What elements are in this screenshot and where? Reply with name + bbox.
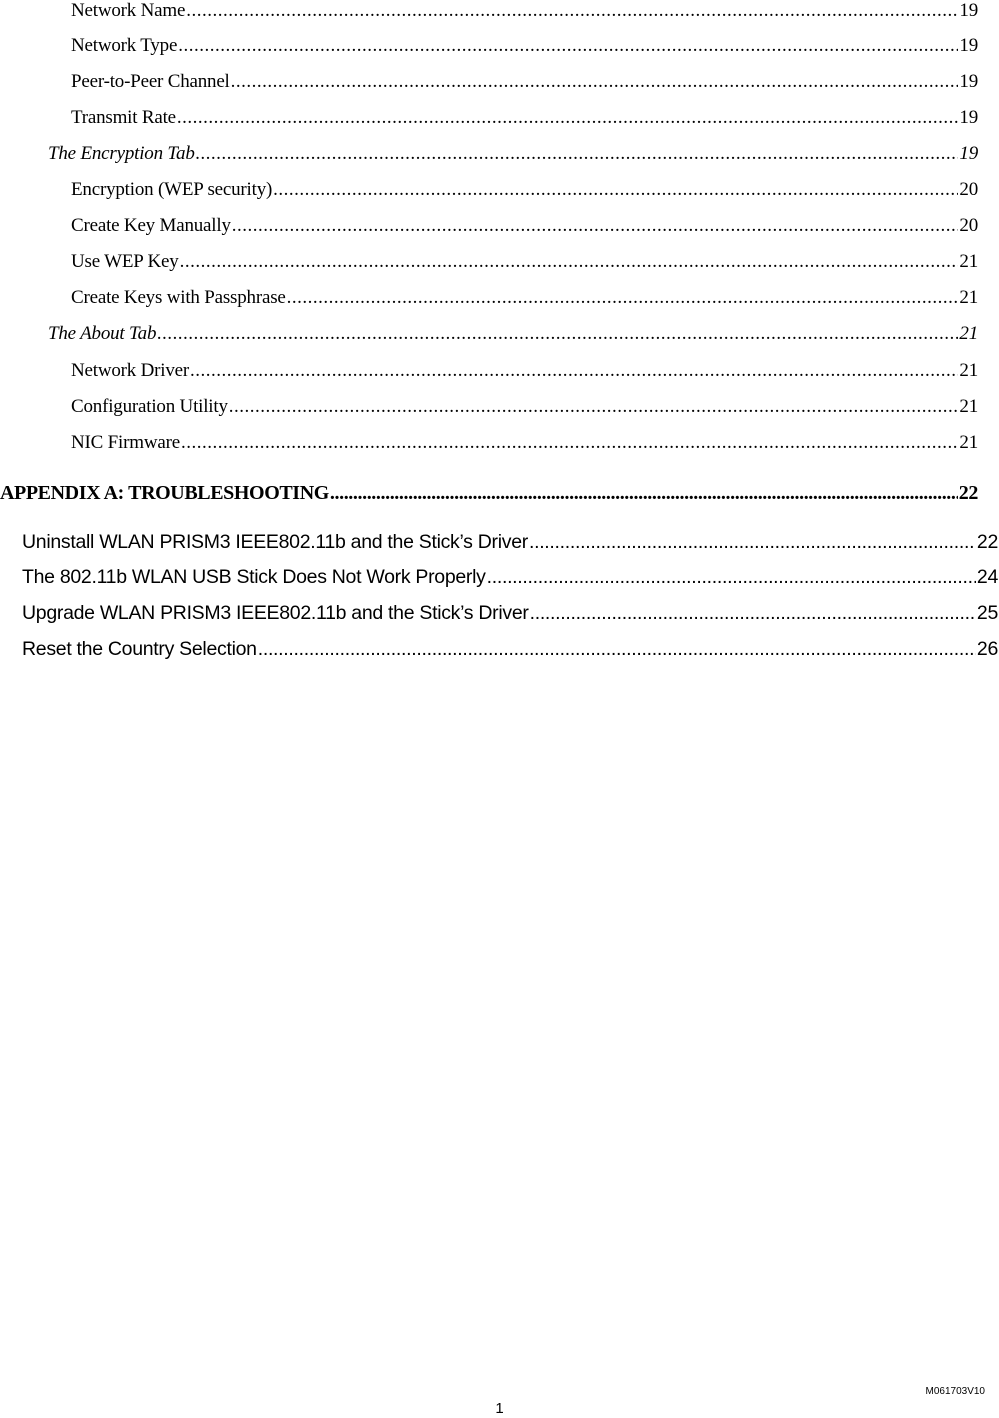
toc-entry-page: 19 — [959, 71, 978, 92]
toc-entry-label: Network Type — [71, 35, 178, 56]
dot-leader — [530, 602, 976, 625]
toc-entry-page: 21 — [959, 360, 978, 381]
dot-leader — [229, 396, 959, 418]
dot-leader — [186, 0, 958, 22]
document-code: M061703V10 — [925, 1386, 985, 1397]
toc-entry-about-tab[interactable] — [48, 323, 978, 345]
dot-leader — [181, 432, 958, 454]
toc-entry-page: 25 — [976, 602, 998, 624]
page-number: 1 — [495, 1400, 504, 1417]
toc-entry-label: Reset the Country Selection — [22, 638, 257, 660]
toc-entry-encryption-tab[interactable] — [48, 143, 978, 165]
toc-entry-label: The About Tab — [48, 323, 157, 344]
toc-entry-page: 19 — [959, 35, 978, 56]
toc-entry-label: Use WEP Key — [71, 251, 179, 272]
toc-entry-page: 19 — [959, 0, 978, 21]
toc-entry-reset-country-selection[interactable] — [22, 638, 998, 661]
toc-entry-page: 21 — [959, 323, 978, 344]
toc-entry-label: Network Name — [71, 0, 186, 21]
toc-entry-page: 22 — [958, 482, 978, 504]
toc-entry-page: 21 — [959, 396, 978, 417]
toc-entry-page: 19 — [959, 107, 978, 128]
toc-entry-label: Peer-to-Peer Channel — [71, 71, 230, 92]
dot-leader — [180, 251, 959, 273]
toc-entry-configuration-utility[interactable] — [71, 396, 978, 418]
toc-entry-uninstall-driver[interactable] — [22, 531, 998, 554]
toc-entry-page: 22 — [976, 531, 998, 553]
dot-leader — [330, 482, 958, 505]
toc-entry-upgrade-driver[interactable] — [22, 602, 998, 625]
dot-leader — [190, 360, 958, 382]
toc-entry-label: APPENDIX A: TROUBLESHOOTING — [0, 482, 329, 504]
toc-entry-usb-stick-not-working[interactable] — [22, 566, 998, 589]
toc-entry-page: 21 — [959, 251, 978, 272]
toc-entry-page: 24 — [976, 566, 998, 588]
toc-entry-label: Configuration Utility — [71, 396, 228, 417]
dot-leader — [529, 531, 976, 554]
toc-entry-label: Transmit Rate — [71, 107, 176, 128]
toc-entry-create-keys-with-passphrase[interactable] — [71, 287, 978, 309]
toc-entry-create-key-manually[interactable] — [71, 215, 978, 237]
toc-entry-network-driver[interactable] — [71, 360, 978, 382]
toc-entry-encryption-wep-security[interactable] — [71, 179, 978, 201]
dot-leader — [258, 638, 976, 661]
toc-entry-label: Network Driver — [71, 360, 190, 381]
toc-entry-label: Create Key Manually — [71, 215, 231, 236]
toc-entry-page: 19 — [959, 143, 978, 164]
dot-leader — [157, 323, 958, 345]
toc-entry-label: The 802.11b WLAN USB Stick Does Not Work Properly — [22, 566, 486, 588]
dot-leader — [273, 179, 958, 201]
dot-leader — [178, 35, 958, 57]
dot-leader — [177, 107, 958, 129]
toc-entry-label: NIC Firmware — [71, 432, 180, 453]
toc-entry-page: 21 — [959, 432, 978, 453]
toc-entry-network-type[interactable] — [71, 35, 978, 57]
toc-entry-page: 21 — [959, 287, 978, 308]
toc-entry-label: The Encryption Tab — [48, 143, 195, 164]
toc-entry-page: 26 — [976, 638, 998, 660]
toc-entry-label: Upgrade WLAN PRISM3 IEEE802.11b and the Stick’s Driver — [22, 602, 529, 624]
dot-leader — [232, 215, 959, 237]
toc-entry-label: Create Keys with Passphrase — [71, 287, 286, 308]
toc-entry-network-name[interactable] — [71, 0, 978, 22]
dot-leader — [231, 71, 959, 93]
toc-entry-use-wep-key[interactable] — [71, 251, 978, 273]
toc-entry-peer-to-peer-channel[interactable] — [71, 71, 978, 93]
dot-leader — [196, 143, 959, 165]
toc-entry-label: Encryption (WEP security) — [71, 179, 273, 200]
toc-entry-page: 20 — [959, 179, 978, 200]
toc-entry-page: 20 — [959, 215, 978, 236]
toc-entry-nic-firmware[interactable] — [71, 432, 978, 454]
toc-entry-label: Uninstall WLAN PRISM3 IEEE802.11b and the Stick’s Driver — [22, 531, 528, 553]
toc-entry-appendix-a-troubleshooting[interactable] — [0, 482, 978, 505]
toc-entry-transmit-rate[interactable] — [71, 107, 978, 129]
dot-leader — [487, 566, 976, 589]
dot-leader — [287, 287, 959, 309]
